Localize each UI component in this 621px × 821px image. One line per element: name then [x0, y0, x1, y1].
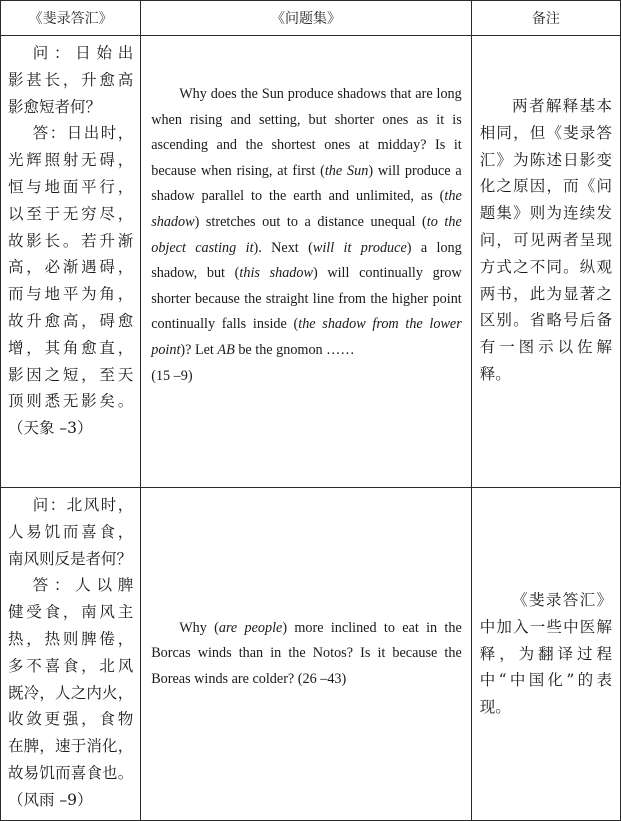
- zh-line: 故升愈高，碍愈: [8, 311, 134, 330]
- note-cell: [471, 36, 620, 488]
- en-citation: (15 –9): [151, 367, 193, 384]
- en-text-cell: [141, 36, 472, 488]
- en-segment: ). Next (: [253, 239, 313, 256]
- zh-line: 问：日始出: [32, 44, 134, 62]
- zh-line: 人易饥而喜食，: [8, 522, 134, 541]
- en-segment: ) stretches out to a distance unequal (: [194, 213, 427, 230]
- en-passage: [141, 616, 471, 693]
- zh-passage: [1, 492, 140, 814]
- en-italic-segment: this shadow: [239, 265, 313, 282]
- zh-line: （风雨 –9）: [8, 790, 93, 809]
- zh-line: 顶则悉无影矣。: [8, 392, 134, 411]
- zh-line: 健受食，南风主: [8, 603, 134, 622]
- en-italic-segment: the Sun: [324, 162, 369, 179]
- en-italic-segment: the shadow: [151, 188, 462, 230]
- zh-line: 影因之短，至天: [8, 365, 134, 384]
- zh-line: （天象 –3）: [8, 419, 93, 438]
- zh-line: 恒与地面平行，: [8, 177, 134, 196]
- en-segment: ) a long shadow, but (: [151, 239, 462, 282]
- en-segment: )? Let: [180, 341, 218, 358]
- zh-line: 问：北风时，: [32, 496, 134, 514]
- zh-line: 而与地平为角，: [8, 285, 134, 304]
- zh-line: 收敛更强，食物: [8, 710, 134, 729]
- zh-line: 在脾，速于消化，: [8, 737, 134, 756]
- en-segment: ) will continually grow shorter because the straight line from the higher point continually falls inside (: [151, 265, 462, 333]
- header-feilu-dahui: 《斐录答汇》: [1, 1, 141, 36]
- table-row: [1, 488, 621, 821]
- zh-line: 影愈短者何？: [8, 97, 102, 116]
- zh-line: 多不喜食，北风: [8, 656, 134, 675]
- zh-line: 答：日出时，: [32, 124, 134, 143]
- en-segment: be the gnomon ……: [234, 341, 355, 358]
- header-problemata: 《问题集》: [141, 1, 472, 36]
- zh-text-cell: [1, 488, 141, 821]
- zh-line: 光辉照射无碍，: [8, 151, 134, 170]
- table-row: [1, 36, 621, 488]
- zh-line: 热，热则脾倦，: [8, 629, 134, 648]
- zh-line: 以至于无穷尽，: [8, 204, 134, 223]
- zh-line: 南风则反是者何？: [8, 549, 133, 568]
- zh-line: 影甚长，升愈高: [8, 70, 134, 89]
- en-text-cell: [141, 488, 472, 821]
- en-passage: [141, 82, 471, 389]
- note-cell: [471, 488, 620, 821]
- en-segment: ) will produce a shadow parallel to the earth and unlimited, as (: [151, 162, 462, 205]
- zh-line: 故影长。若升渐: [8, 231, 134, 250]
- zh-passage: [1, 40, 140, 442]
- zh-line: 高，必渐遇碍，: [8, 258, 134, 277]
- en-italic-segment: to the object casting it: [151, 213, 462, 256]
- en-segment: Why (: [179, 619, 219, 636]
- zh-line: 答：人以脾: [32, 576, 134, 595]
- en-italic-segment: are people: [218, 619, 283, 636]
- note-text: 《斐录答汇》中加入一些中医解释，为翻译过程中“中国化”的表现。: [479, 591, 612, 717]
- zh-line: 既冷，人之内火，: [8, 683, 134, 702]
- note-text: 两者解释基本相同，但《斐录答汇》为陈述日影变化之原因，而《问题集》则为连续发问，可见两者呈现方式之不同。纵观两书，此为显著之区别。省略号后备有一图示以佐解释。: [479, 97, 612, 383]
- en-italic-segment: will it produce: [312, 239, 407, 256]
- zh-line: 故易饥而喜食也。: [8, 763, 134, 782]
- en-segment: Why does the Sun produce shadows that are long when rising and setting, but shorter ones as it is ascending and the shortest ones at midday? Is it because when rising, at first (: [151, 86, 462, 179]
- zh-text-cell: [1, 36, 141, 488]
- zh-line: 增，其角愈直，: [8, 338, 134, 357]
- en-italic-segment: AB: [217, 341, 235, 358]
- header-notes: 备注: [471, 1, 620, 36]
- en-segment: ) more inclined to eat in the Borcas winds than in the Notos? Is it because the Boreas winds are colder? (26 –43): [151, 619, 462, 687]
- header-row: [1, 1, 621, 36]
- en-italic-segment: the shadow from the lower point: [151, 316, 462, 358]
